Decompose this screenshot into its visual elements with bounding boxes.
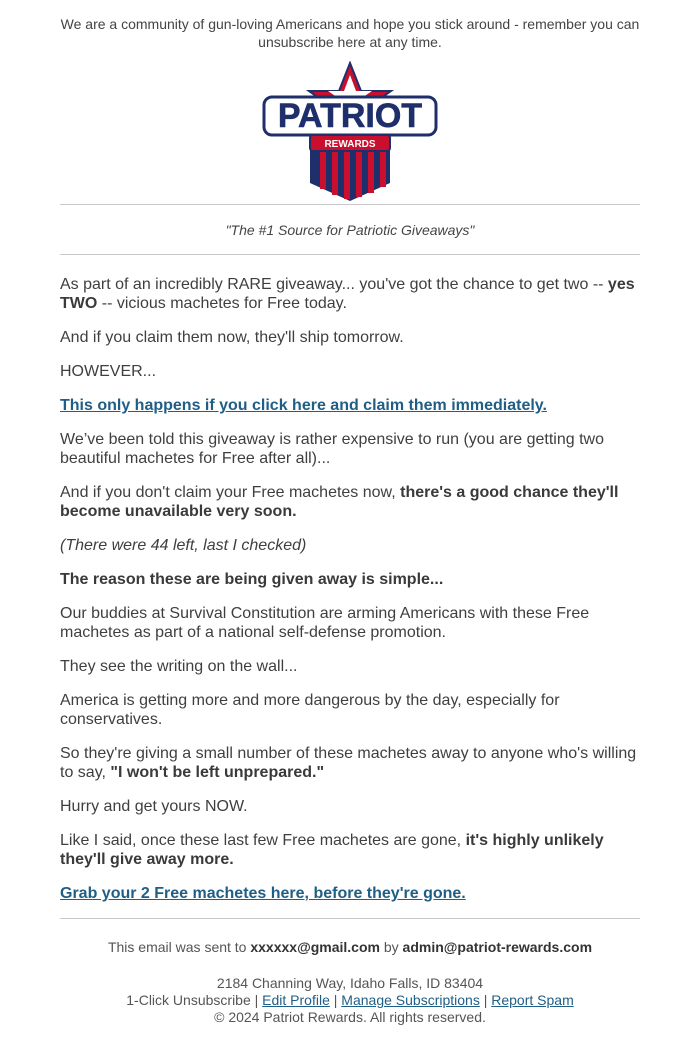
paragraph-ship: And if you claim them now, they'll ship tomorrow. bbox=[60, 329, 404, 346]
email-footer bbox=[60, 919, 640, 1026]
paragraph-link-1 bbox=[60, 396, 640, 415]
paragraph-intro: As part of an incredibly RARE giveaway... you've got the chance to get two -- yes TWO -- vicious machetes for Free today. bbox=[60, 276, 635, 312]
paragraph-unavailable: And if you don't claim your Free machetes now, there's a good chance they'll become unavailable very soon. bbox=[60, 484, 619, 520]
manage-subscriptions-link[interactable]: Manage Subscriptions bbox=[341, 992, 480, 1008]
paragraph-reason: The reason these are being given away is simple... bbox=[60, 571, 444, 588]
sent-to-line: This email was sent to xxxxxx@gmail.com by admin@patriot-rewards.com bbox=[107, 939, 593, 955]
email-body bbox=[60, 255, 640, 903]
paragraph-however: HOWEVER... bbox=[60, 363, 157, 380]
paragraph-buddies: Our buddies at Survival Constitution are arming Americans with these Free machetes as part of a national self-defense promotion. bbox=[60, 605, 590, 641]
paragraph-link-2 bbox=[60, 884, 640, 903]
unsubscribe-link[interactable]: 1-Click Unsubscribe bbox=[126, 992, 251, 1008]
recipient-email: xxxxxx@gmail.com bbox=[250, 939, 380, 955]
paragraph-hurry: Hurry and get yours NOW. bbox=[60, 798, 248, 815]
copyright: © 2024 Patriot Rewards. All rights reserved. bbox=[214, 1009, 486, 1025]
claim-link[interactable]: This only happens if you click here and claim them immediately. bbox=[60, 397, 547, 414]
paragraph-count: (There were 44 left, last I checked) bbox=[60, 537, 307, 554]
mailing-address: 2184 Channing Way, Idaho Falls, ID 83404 bbox=[216, 975, 484, 991]
paragraph-dangerous: America is getting more and more dangerous by the day, especially for conservatives. bbox=[60, 692, 560, 728]
paragraph-expensive: We’ve been told this giveaway is rather expensive to run (you are getting two beautiful machetes for Free after all)... bbox=[60, 431, 604, 467]
email-container bbox=[60, 0, 640, 1026]
grab-machetes-link[interactable]: Grab your 2 Free machetes here, before they're gone. bbox=[60, 885, 466, 902]
sender-email: admin@patriot-rewards.com bbox=[402, 939, 593, 955]
logo-subtitle: REWARDS bbox=[324, 139, 376, 150]
footer-links: 1-Click Unsubscribe | Edit Profile | Manage Subscriptions | Report Spam bbox=[126, 992, 574, 1008]
paragraph-unlikely: Like I said, once these last few Free machetes are gone, it's highly unlikely they'll give away more. bbox=[60, 832, 604, 868]
paragraph-unprepared: So they're giving a small number of these machetes away to anyone who's willing to say, "I won't be left unprepared." bbox=[60, 745, 637, 781]
tagline: "The #1 Source for Patriotic Giveaways" bbox=[225, 222, 475, 238]
patriot-rewards-logo bbox=[60, 61, 640, 204]
report-spam-link[interactable]: Report Spam bbox=[491, 992, 574, 1008]
edit-profile-link[interactable]: Edit Profile bbox=[262, 992, 330, 1008]
paragraph-writing: They see the writing on the wall... bbox=[60, 658, 298, 675]
logo-wordmark: PATRIOT bbox=[277, 97, 423, 135]
unsubscribe-notice: We are a community of gun-loving Americans and hope you stick around - remember you can unsubscribe here at any time. bbox=[60, 16, 640, 50]
